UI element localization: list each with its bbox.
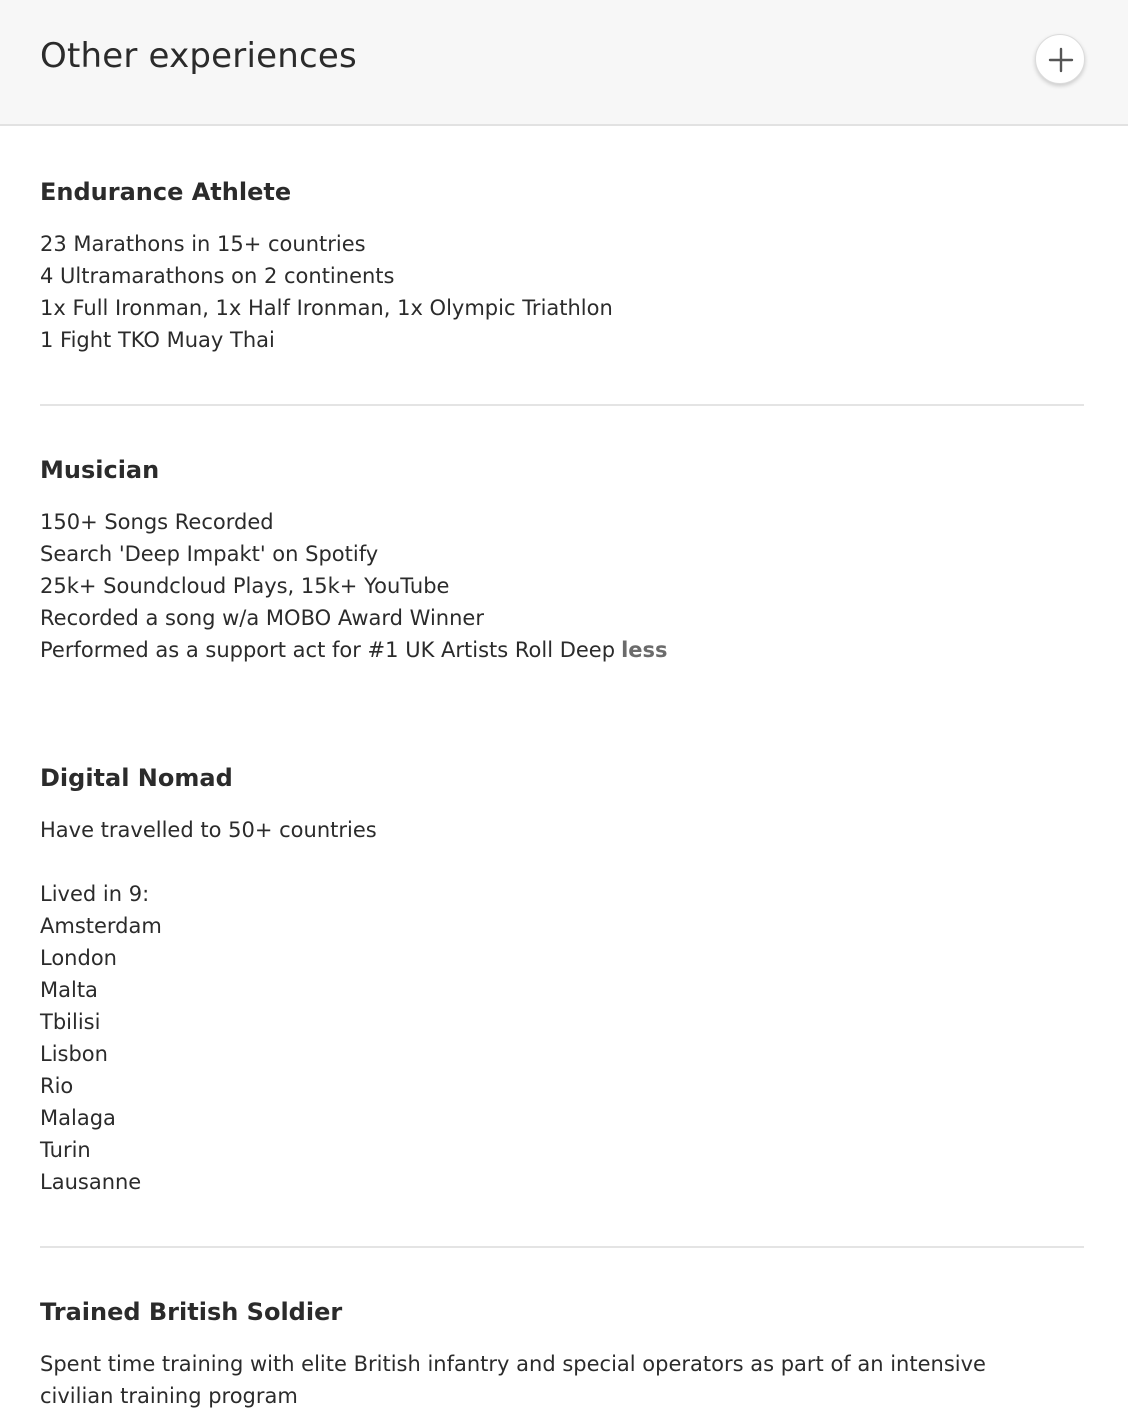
detail-line: Recorded a song w/a MOBO Award Winner: [40, 606, 484, 630]
detail-line-text: Performed as a support act for #1 UK Artists Roll Deep: [40, 638, 616, 662]
section-header: [0, 0, 1128, 126]
detail-line: Lived in 9:: [40, 882, 150, 906]
experience-title: Trained British Soldier: [40, 1298, 343, 1326]
city-item: Lausanne: [40, 1170, 142, 1194]
section-divider: [40, 404, 1084, 406]
city-item: Rio: [40, 1074, 74, 1098]
page-title: Other experiences: [40, 36, 357, 76]
detail-line: 1 Fight TKO Muay Thai: [40, 328, 275, 352]
experience-title: Endurance Athlete: [40, 178, 292, 206]
detail-line: 4 Ultramarathons on 2 continents: [40, 264, 395, 288]
less-link[interactable]: less: [621, 638, 668, 662]
detail-line: 23 Marathons in 15+ countries: [40, 232, 366, 256]
blank-line: [40, 846, 1084, 878]
add-experience-button[interactable]: [1035, 34, 1085, 84]
plus-icon: [1048, 47, 1074, 73]
experience-trained-british-soldier: [40, 1296, 1084, 1412]
detail-line: 1x Full Ironman, 1x Half Ironman, 1x Olympic Triathlon: [40, 296, 613, 320]
experience-details: [40, 228, 1084, 356]
detail-line: [40, 634, 1084, 666]
city-item: Malaga: [40, 1106, 116, 1130]
detail-line: Have travelled to 50+ countries: [40, 818, 377, 842]
city-item: Lisbon: [40, 1042, 108, 1066]
experience-title: Digital Nomad: [40, 764, 233, 792]
experience-digital-nomad: [40, 762, 1084, 1198]
city-item: Amsterdam: [40, 914, 162, 938]
experience-details: [40, 1348, 1084, 1412]
city-item: London: [40, 946, 117, 970]
experience-endurance-athlete: [40, 176, 1084, 356]
experience-musician: [40, 454, 1084, 666]
experience-details: [40, 506, 1084, 666]
city-item: Tbilisi: [40, 1010, 101, 1034]
experience-details: [40, 814, 1084, 1198]
experience-title: Musician: [40, 456, 160, 484]
city-item: Malta: [40, 978, 98, 1002]
detail-line: Spent time training with elite British infantry and special operators as part of an intensive: [40, 1352, 986, 1376]
detail-line: 25k+ Soundcloud Plays, 15k+ YouTube: [40, 574, 450, 598]
detail-line: Search 'Deep Impakt' on Spotify: [40, 542, 379, 566]
section-divider: [40, 1246, 1084, 1248]
detail-line: 150+ Songs Recorded: [40, 510, 274, 534]
city-item: Turin: [40, 1138, 91, 1162]
detail-line: civilian training program: [40, 1384, 298, 1408]
